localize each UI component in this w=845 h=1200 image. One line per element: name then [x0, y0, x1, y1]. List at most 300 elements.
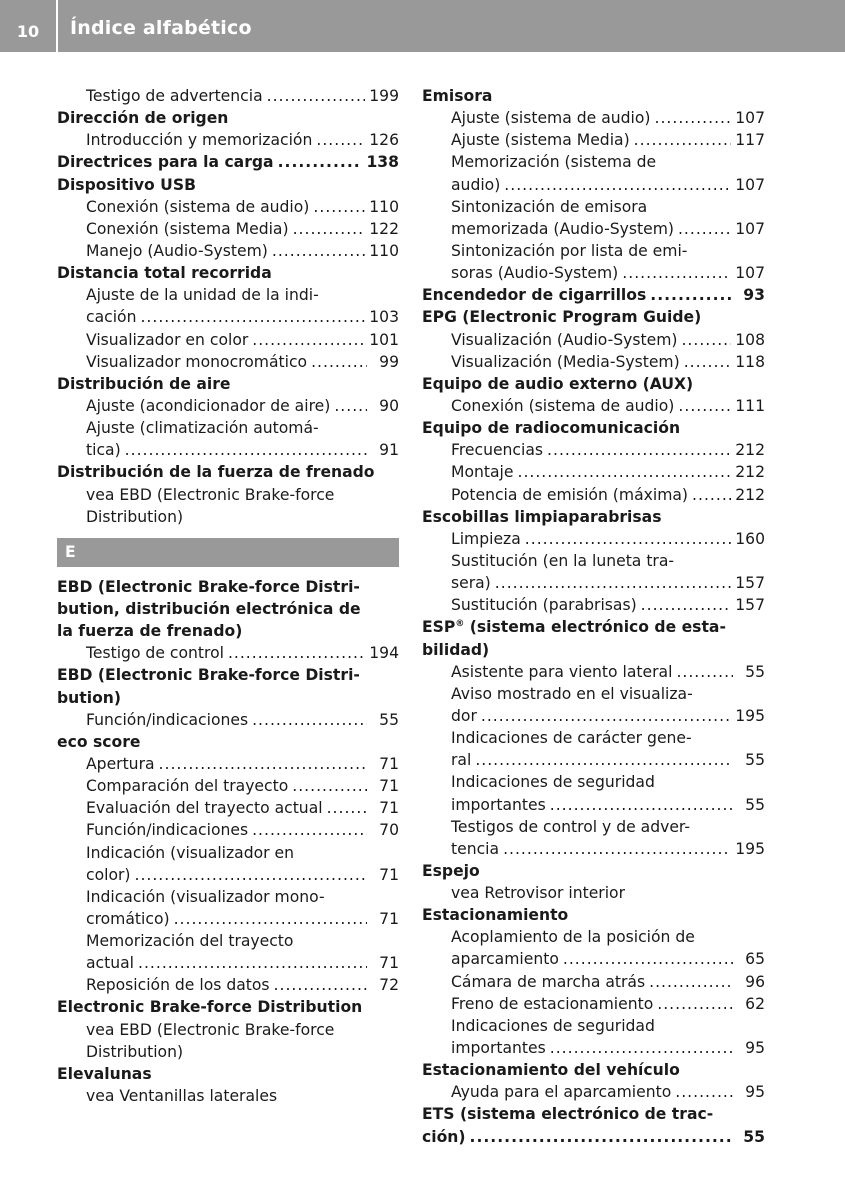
entry-text: bution, distribución electrónica de	[57, 599, 361, 618]
dot-leader	[138, 952, 367, 974]
entry-text: Testigos de control y de adver-	[451, 817, 690, 836]
entry-text: Reposición de los datos	[86, 976, 270, 995]
entry-text: Testigo de advertencia	[86, 87, 263, 105]
index-entry	[57, 262, 399, 373]
page-ref: 212	[735, 463, 765, 482]
entry-text: Equipo de audio externo (AUX)	[422, 374, 694, 393]
entry-text: Memorización del trayecto	[86, 932, 294, 951]
index-entry	[422, 860, 765, 904]
entry-text: soras (Audio-System)	[451, 264, 619, 283]
index-subterm	[57, 284, 399, 306]
index-subterm	[422, 926, 765, 948]
index-entry	[57, 461, 399, 527]
entry-text: ESP® (sistema electrónico de esta-	[422, 618, 726, 637]
page-title: Índice alfabético	[70, 17, 252, 39]
index-subterm	[422, 484, 765, 506]
index-subterm	[422, 882, 765, 904]
entry-text: Distancia total recorrida	[57, 264, 272, 283]
page-ref: 107	[735, 264, 765, 283]
entry-text: Conexión (sistema Media)	[86, 219, 289, 238]
index-term	[57, 996, 399, 1018]
index-entry	[422, 1059, 765, 1103]
page-ref: 199	[369, 87, 399, 105]
page-ref: 71	[379, 909, 399, 928]
entry-text: Indicación (visualizador mono-	[86, 887, 325, 906]
entry-text: importantes	[451, 1039, 546, 1058]
page-ref: 212	[735, 485, 765, 504]
index-subterm	[422, 174, 765, 196]
index-entry	[422, 616, 765, 860]
index-subterm	[57, 439, 399, 461]
page-number: 10	[16, 22, 40, 41]
entry-text: Equipo de radiocomunicación	[422, 419, 681, 438]
entry-text: Sustitución (parabrisas)	[451, 596, 637, 615]
entry-text: Espejo	[422, 861, 480, 880]
dot-leader	[252, 819, 367, 841]
index-term	[422, 639, 765, 661]
dot-leader	[272, 240, 365, 262]
entry-text: dor	[451, 706, 477, 725]
index-entry	[57, 664, 399, 730]
dot-leader	[547, 439, 731, 461]
entry-text: vea Retrovisor interior	[451, 884, 625, 903]
entry-text: Conexión (sistema de audio)	[86, 197, 310, 216]
entry-text: Visualizador monocromático	[86, 352, 308, 371]
index-subterm	[422, 528, 765, 550]
entry-text: Estacionamiento del vehículo	[422, 1061, 680, 1080]
dot-leader	[504, 174, 731, 196]
entry-text: memorizada (Audio-System)	[451, 219, 674, 238]
page-ref: 157	[735, 596, 765, 615]
entry-text: la fuerza de frenado)	[57, 622, 243, 641]
dot-leader	[228, 642, 365, 664]
dot-leader	[650, 284, 733, 306]
entry-text: ETS (sistema electrónico de trac-	[422, 1105, 714, 1124]
index-subterm	[57, 753, 399, 775]
page-ref: 212	[735, 441, 765, 460]
dot-leader	[634, 129, 732, 151]
index-subterm	[57, 351, 399, 373]
header-divider	[56, 0, 58, 52]
entry-text: Memorización (sistema de	[451, 153, 657, 172]
dot-leader	[517, 461, 731, 483]
page-ref: 122	[369, 219, 399, 238]
index-subterm	[422, 948, 765, 970]
dot-leader	[313, 196, 365, 218]
entry-text: Función/indicaciones	[86, 710, 249, 729]
page-ref: 101	[369, 330, 399, 349]
entry-text: Ajuste (climatización automá-	[86, 419, 319, 438]
index-subterm	[422, 971, 765, 993]
index-subterm	[422, 572, 765, 594]
entry-text: Introducción y memorización	[86, 131, 313, 150]
entry-text: Asistente para viento lateral	[451, 662, 673, 681]
entry-text: Limpieza	[451, 529, 521, 548]
index-entry	[57, 576, 399, 665]
index-term	[422, 85, 765, 107]
entry-text: Distribution)	[86, 507, 184, 526]
page-ref: 157	[735, 574, 765, 593]
dot-leader	[274, 974, 367, 996]
dot-leader	[678, 218, 731, 240]
entry-text: Visualizador en color	[86, 330, 249, 349]
index-subterm	[422, 218, 765, 240]
dot-leader	[676, 661, 733, 683]
entry-text: Cámara de marcha atrás	[451, 972, 646, 991]
index-subterm	[57, 240, 399, 262]
entry-text: Apertura	[86, 754, 155, 773]
entry-text: Frecuencias	[451, 441, 544, 460]
index-entry	[57, 1063, 399, 1107]
page-ref: 195	[735, 706, 765, 725]
entry-text: vea Ventanillas laterales	[86, 1087, 278, 1106]
index-subterm	[422, 993, 765, 1015]
entry-text: Indicaciones de seguridad	[451, 773, 655, 792]
index-subterm	[422, 351, 765, 373]
index-subterm	[422, 749, 765, 771]
dot-leader	[316, 129, 365, 151]
dot-leader	[525, 528, 731, 550]
page-ref: 138	[366, 153, 399, 172]
dot-leader	[140, 306, 365, 328]
entry-text: sera)	[451, 574, 491, 593]
index-entry	[57, 107, 399, 151]
entry-text: Escobillas limpiaparabrisas	[422, 507, 662, 526]
page-ref: 96	[745, 972, 765, 991]
index-subterm	[422, 838, 765, 860]
page-ref: 91	[379, 441, 399, 460]
index-term	[422, 373, 765, 395]
page-ref: 93	[743, 286, 765, 305]
index-subterm	[422, 439, 765, 461]
index-subterm	[422, 683, 765, 705]
page-ref: 72	[379, 976, 399, 995]
entry-text: audio)	[451, 175, 501, 194]
index-subterm	[57, 196, 399, 218]
entry-text: Distribución de aire	[57, 374, 231, 393]
dot-leader	[649, 971, 733, 993]
index-term	[422, 284, 765, 306]
page-header	[0, 0, 845, 52]
index-term	[57, 731, 399, 753]
dot-leader	[334, 395, 367, 417]
page-ref: 70	[379, 821, 399, 840]
index-term	[422, 1059, 765, 1081]
dot-leader	[641, 594, 732, 616]
dot-leader	[481, 705, 731, 727]
entry-text: cromático)	[86, 909, 170, 928]
dot-leader	[327, 797, 367, 819]
index-subterm	[422, 395, 765, 417]
page-ref: 107	[735, 175, 765, 194]
entry-text: Distribución de la fuerza de frenado	[57, 463, 375, 482]
dot-leader	[267, 85, 366, 107]
page-ref: 110	[369, 197, 399, 216]
entry-text: vea EBD (Electronic Brake-force	[86, 1020, 335, 1039]
page-ref: 55	[745, 751, 765, 770]
entry-text: color)	[86, 865, 131, 884]
index-subterm	[422, 151, 765, 173]
page-ref: 55	[743, 1127, 765, 1146]
index-subterm	[422, 329, 765, 351]
index-subterm	[57, 797, 399, 819]
dot-leader	[692, 484, 731, 506]
entry-text: Distribution)	[86, 1042, 184, 1061]
index-subterm	[422, 816, 765, 838]
dot-leader	[657, 993, 733, 1015]
index-term	[57, 174, 399, 196]
entry-text: Indicación (visualizador en	[86, 843, 295, 862]
entry-text: Ajuste (acondicionador de aire)	[86, 396, 331, 415]
dot-leader	[475, 749, 733, 771]
dot-leader	[550, 794, 733, 816]
page-ref: 108	[735, 330, 765, 349]
entry-text: Directrices para la carga	[57, 153, 274, 172]
entry-text: Indicaciones de seguridad	[451, 1016, 655, 1035]
index-entry	[57, 174, 399, 263]
entry-text: Encendedor de cigarrillos	[422, 286, 647, 305]
index-subterm	[57, 1041, 399, 1063]
index-subterm	[57, 709, 399, 731]
entry-text: eco score	[57, 732, 141, 751]
page-ref: 55	[745, 795, 765, 814]
index-subterm	[57, 930, 399, 952]
page-ref: 71	[379, 754, 399, 773]
index-entry	[57, 151, 399, 173]
entry-text: Montaje	[451, 463, 514, 482]
page-ref: 126	[369, 131, 399, 150]
entry-text: Potencia de emisión (máxima)	[451, 485, 689, 504]
index-subterm	[422, 1081, 765, 1103]
index-term	[57, 687, 399, 709]
entry-text: vea EBD (Electronic Brake-force	[86, 485, 335, 504]
page-ref: 71	[379, 799, 399, 818]
page-ref: 95	[745, 1083, 765, 1102]
entry-text: Ajuste (sistema de audio)	[451, 109, 651, 128]
entry-text: Ajuste de la unidad de la indi-	[86, 286, 319, 305]
dot-leader	[684, 351, 732, 373]
index-subterm	[422, 129, 765, 151]
index-term	[57, 620, 399, 642]
entry-text: actual	[86, 954, 135, 973]
index-subterm	[57, 864, 399, 886]
dot-leader	[655, 107, 732, 129]
entry-text: bution)	[57, 688, 122, 707]
page-ref: 95	[745, 1039, 765, 1058]
entry-text: Comparación del trayecto	[86, 777, 289, 796]
index-subterm	[422, 1037, 765, 1059]
index-entry	[57, 85, 399, 107]
index-term	[57, 461, 399, 483]
dot-leader	[470, 1126, 733, 1148]
page-ref: 111	[735, 396, 765, 415]
page-ref: 117	[735, 131, 765, 150]
dot-leader	[675, 1081, 733, 1103]
index-term	[422, 1103, 765, 1125]
index-subterm	[57, 129, 399, 151]
index-term	[422, 306, 765, 328]
page-ref: 107	[735, 219, 765, 238]
index-entry	[422, 373, 765, 417]
index-subterm	[422, 661, 765, 683]
entry-text: Estacionamiento	[422, 906, 569, 925]
entry-text: Sintonización de emisora	[451, 197, 648, 216]
index-term	[57, 373, 399, 395]
index-subterm	[422, 771, 765, 793]
index-subterm	[57, 908, 399, 930]
index-term	[422, 417, 765, 439]
index-term	[422, 616, 765, 638]
entry-text: Aviso mostrado en el visualiza-	[451, 684, 693, 703]
page-ref: 62	[745, 994, 765, 1013]
index-subterm	[57, 775, 399, 797]
index-entry	[422, 85, 765, 284]
dot-leader	[125, 439, 367, 461]
entry-text: Sustitución (en la luneta tra-	[451, 551, 675, 570]
page-ref: 107	[735, 109, 765, 128]
page-ref: 160	[735, 529, 765, 548]
index-entry	[57, 373, 399, 462]
page-ref: 71	[379, 954, 399, 973]
dot-leader	[292, 775, 367, 797]
dot-leader	[681, 329, 731, 351]
index-subterm	[57, 85, 399, 107]
index-term	[57, 1063, 399, 1085]
index-entry	[422, 284, 765, 306]
index-term	[422, 860, 765, 882]
index-term	[57, 598, 399, 620]
index-term	[422, 1126, 765, 1148]
index-subterm	[57, 819, 399, 841]
index-subterm	[422, 1015, 765, 1037]
dot-leader	[293, 218, 366, 240]
entry-text: importantes	[451, 795, 546, 814]
index-term	[57, 664, 399, 686]
index-subterm	[57, 886, 399, 908]
dot-leader	[503, 838, 731, 860]
index-entry	[57, 996, 399, 1062]
index-subterm	[422, 594, 765, 616]
entry-text: Testigo de control	[86, 644, 224, 663]
page-ref: 195	[735, 839, 765, 858]
registered-mark: ®	[455, 619, 465, 630]
entry-text-rest: (sistema electrónico de esta-	[464, 618, 726, 637]
page-ref: 55	[745, 662, 765, 681]
index-subterm	[422, 461, 765, 483]
entry-text: Ayuda para el aparcamiento	[451, 1083, 672, 1102]
dot-leader	[159, 753, 367, 775]
index-subterm	[57, 484, 399, 506]
index-term	[422, 904, 765, 926]
page-ref: 55	[379, 710, 399, 729]
index-entry	[422, 904, 765, 1059]
index-subterm	[57, 1019, 399, 1041]
dot-leader	[678, 395, 731, 417]
page-ref: 103	[369, 308, 399, 327]
index-subterm	[422, 794, 765, 816]
entry-text: Evaluación del trayecto actual	[86, 799, 323, 818]
index-entry	[57, 731, 399, 997]
index-subterm	[422, 240, 765, 262]
dot-leader	[134, 864, 367, 886]
index-subterm	[422, 196, 765, 218]
entry-text: bilidad)	[422, 640, 490, 659]
page-ref: 65	[745, 950, 765, 969]
entry-text: ral	[451, 751, 472, 770]
section-letter-bar: E	[57, 538, 399, 567]
index-subterm	[57, 1085, 399, 1107]
index-subterm	[422, 262, 765, 284]
index-subterm	[57, 218, 399, 240]
entry-text: ción)	[422, 1127, 466, 1146]
entry-text: EBD (Electronic Brake-force Distri-	[57, 666, 360, 685]
page-ref: 194	[369, 644, 399, 663]
entry-text: Emisora	[422, 87, 493, 105]
index-term	[57, 262, 399, 284]
dot-leader	[563, 948, 733, 970]
index-subterm	[422, 727, 765, 749]
index-entry	[422, 1103, 765, 1147]
page-ref: 71	[379, 865, 399, 884]
entry-text: Visualización (Media-System)	[451, 352, 680, 371]
entry-text: EBD (Electronic Brake-force Distri-	[57, 577, 360, 596]
page-ref: 71	[379, 777, 399, 796]
entry-text: aparcamiento	[451, 950, 559, 969]
entry-text: tencia	[451, 839, 500, 858]
index-subterm	[57, 417, 399, 439]
page-ref: 110	[369, 241, 399, 260]
index-subterm	[57, 642, 399, 664]
entry-text: tica)	[86, 441, 121, 460]
page-ref: 99	[379, 352, 399, 371]
entry-text: Ajuste (sistema Media)	[451, 131, 630, 150]
entry-text: Manejo (Audio-System)	[86, 241, 268, 260]
index-subterm	[57, 952, 399, 974]
dot-leader	[252, 329, 365, 351]
index-term	[57, 151, 399, 173]
entry-text: Freno de estacionamiento	[451, 994, 654, 1013]
page-ref: 118	[735, 352, 765, 371]
index-subterm	[57, 395, 399, 417]
entry-text: Indicaciones de carácter gene-	[451, 729, 692, 748]
index-subterm	[57, 974, 399, 996]
index-subterm	[57, 506, 399, 528]
dot-leader	[622, 262, 731, 284]
index-entry	[422, 417, 765, 506]
entry-text: Función/indicaciones	[86, 821, 249, 840]
index-subterm	[422, 550, 765, 572]
entry-text: Elevalunas	[57, 1064, 152, 1083]
index-subterm	[422, 705, 765, 727]
dot-leader	[278, 151, 363, 173]
dot-leader	[311, 351, 367, 373]
index-term	[57, 576, 399, 598]
entry-text: Visualización (Audio-System)	[451, 330, 678, 349]
index-term	[422, 506, 765, 528]
index-subterm	[57, 329, 399, 351]
dot-leader	[550, 1037, 733, 1059]
entry-text: Sintonización por lista de emi-	[451, 241, 688, 260]
entry-text: Acoplamiento de la posición de	[451, 928, 695, 947]
entry-text: Conexión (sistema de audio)	[451, 396, 675, 415]
index-column-right	[422, 85, 765, 1148]
index-entry	[422, 306, 765, 372]
index-term	[57, 107, 399, 129]
page-ref: 90	[379, 396, 399, 415]
entry-text: Electronic Brake-force Distribution	[57, 998, 363, 1017]
index-subterm	[422, 107, 765, 129]
dot-leader	[252, 709, 367, 731]
